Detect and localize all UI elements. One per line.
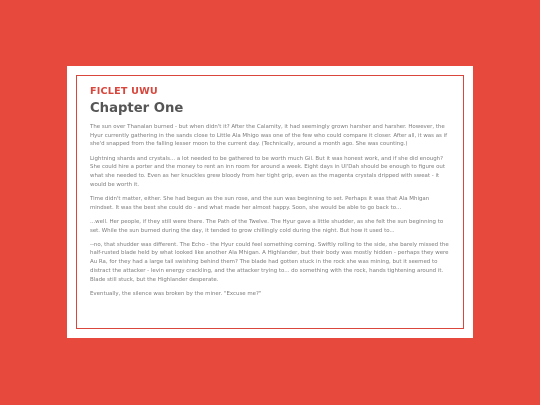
story-paragraph: --no, that shudder was different. The Echo - the Hyur could feel something coming. Swiftly rolling to the side, she barely missed the half-rusted blade held by what looked like another Ala Mhigan. A Highlander, but their body was mostly hidden - perhaps they were Au Ra, for they had a large tail swishing behind them? The blade had gotten stuck in the rock she was mining, but it seemed to distract the attacker - levin energy crackling, and the attacker trying to... do something with the rock, hands tightening around it. Blade still stuck, but the Highlander desperate. bbox=[90, 241, 449, 283]
site-title: FICLET UWU bbox=[90, 86, 158, 97]
chapter-title: Chapter One bbox=[90, 101, 184, 116]
story-paragraph: Eventually, the silence was broken by the miner. "Excuse me?" bbox=[90, 290, 262, 297]
story-card-border bbox=[76, 75, 464, 329]
story-card bbox=[67, 66, 473, 338]
story-paragraph: The sun over Thanalan burned - but when didn't it? After the Calamity, it had seemingly grown harsher and harsher. However, the Hyur currently gathering in the sands close to Little Ala Mhigo was one of the few who could compare it closer. After all, it was as if she'd snapped from the falling lesser moon to the current day. (Technically, around a month ago. She was counting.) bbox=[90, 124, 448, 148]
story-body bbox=[90, 123, 453, 298]
story-paragraph: ...well. Her people, if they still were there. The Path of the Twelve. The Hyur gave a little shudder, as she felt the sun beginning to set. While the sun burned during the day, it tended to grow chillingly cold during the night. But how it used to... bbox=[90, 218, 444, 234]
story-paragraph: Lightning shards and crystals... a lot needed to be gathered to be worth much Gil. But it was honest work, and if she did enough? She could hire a porter and the money to rent an inn room for around a week. Eight days in Ul'Dah should be enough to figure out what she needed to. Even as her knuckles grew bloody from her tight grip, even as the magenta crystals dripped with sweat - it would be worth it. bbox=[90, 155, 445, 188]
story-paragraph: Time didn't matter, either. She had begun as the sun rose, and the sun was beginning to set. Perhaps it was that Ala Mhigan mindset. It was the best she could do - and what made her almost happy. Soon, she would be able to go back to... bbox=[90, 195, 430, 211]
